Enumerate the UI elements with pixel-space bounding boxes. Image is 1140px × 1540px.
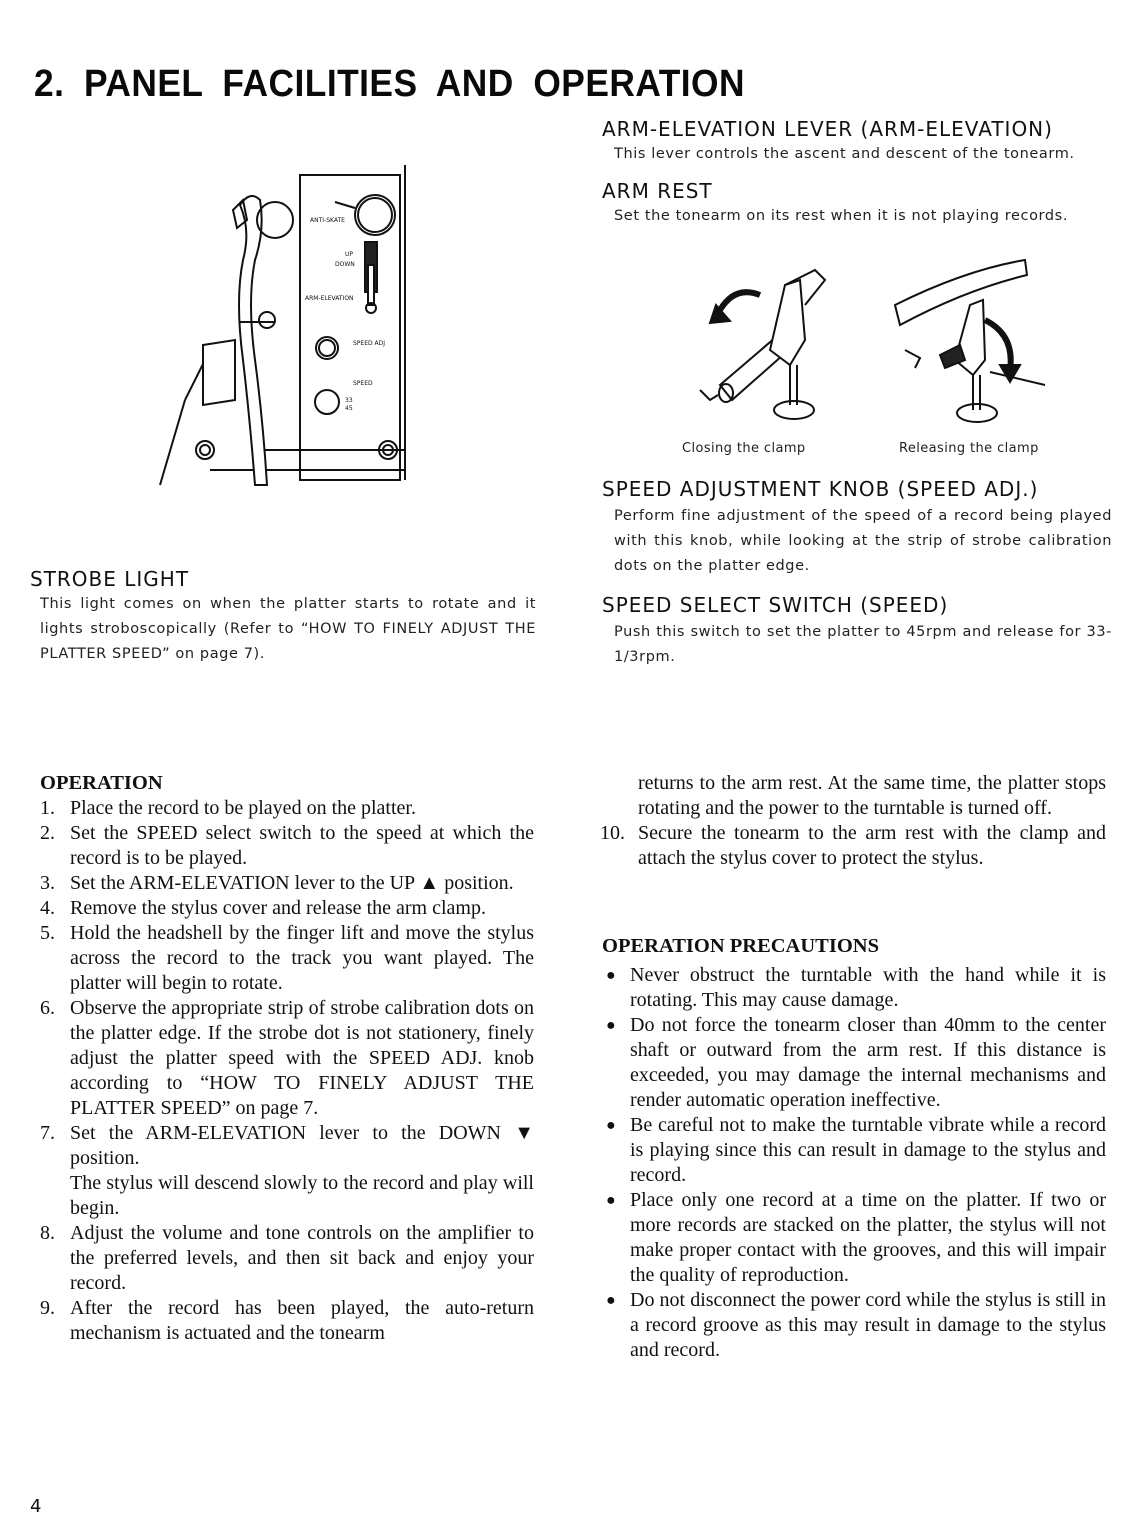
arm-elevation-text: This lever controls the ascent and descent of the tonearm. [614, 146, 1075, 162]
anti-skate-label: ANTI-SKATE [310, 217, 345, 224]
arm-rest-heading: ARM REST [602, 179, 713, 203]
speed-select-section [602, 592, 1112, 670]
bullet-icon: ● [606, 1117, 616, 1134]
bullet-icon: ● [606, 1017, 616, 1034]
operation-step: 8. Adjust the volume and tone controls on the amplifier to the preferred levels, and then sit back and enjoy your record. [40, 1222, 534, 1294]
precautions-section [602, 933, 1106, 1363]
strobe-light-heading: STROBE LIGHT [30, 567, 190, 591]
turntable-panel-drawing [155, 160, 415, 490]
closing-clamp-drawing [680, 255, 840, 425]
clamp-closing-figure [680, 255, 840, 460]
precaution-item: ● Be careful not to make the turntable vibrate while a record is playing since this can result in damage to the stylus and record. [602, 1113, 1106, 1188]
speed-adj-label: SPEED ADJ [353, 340, 386, 347]
rpm-33-label: 33 [345, 397, 353, 404]
arm-rest-section [602, 178, 1112, 229]
operation-step: 5. Hold the headshell by the finger lift and move the stylus across the record to the track you want played. The platter will begin to rotate. [40, 922, 534, 994]
speed-select-text: Push this switch to set the platter to 45rpm and release for 33-1/3rpm. [614, 624, 1112, 665]
arm-rest-text: Set the tonearm on its rest when it is not playing records. [614, 208, 1069, 224]
page-title: 2. PANEL FACILITIES AND OPERATION [34, 63, 745, 106]
panel-illustration [155, 160, 415, 490]
operation-step: 1. Place the record to be played on the platter. [40, 797, 416, 819]
strobe-light-text: This light comes on when the platter starts to rotate and it lights stroboscopically (Refer to “HOW TO FINELY ADJUST THE PLATTER SPEED” on page 7). [40, 596, 536, 662]
precautions-heading: OPERATION PRECAUTIONS [602, 935, 879, 957]
precaution-item: ● Do not disconnect the power cord while the stylus is still in a record groove as this may result in damage to the stylus and record. [602, 1288, 1106, 1363]
operation-step: 10. Secure the tonearm to the arm rest with the clamp and attach the stylus cover to protect the stylus. [600, 822, 1106, 869]
arm-elevation-heading: ARM-ELEVATION LEVER (ARM-ELEVATION) [602, 117, 1053, 141]
strobe-light-section [30, 566, 536, 667]
bullet-icon: ● [606, 1292, 616, 1309]
down-label: DOWN [335, 261, 355, 268]
bullet-icon: ● [606, 967, 616, 984]
precaution-item: ● Never obstruct the turntable with the hand while it is rotating. This may cause damage. [602, 963, 1106, 1013]
up-label: UP [345, 251, 354, 258]
arm-elevation-label: ARM-ELEVATION [305, 295, 354, 302]
precaution-item: ● Place only one record at a time on the platter. If two or more records are stacked on the platter, the stylus will not make proper contact with the grooves, and this will impair the quality of reproduction. [602, 1188, 1106, 1288]
operation-step-continued: returns to the arm rest. At the same time, the platter stops rotating and the power to the turntable is turned off. [638, 772, 1106, 819]
clamp-releasing-figure [885, 250, 1060, 460]
speed-adj-section [602, 476, 1112, 579]
operation-step: 9. After the record has been played, the auto-return mechanism is actuated and the tonearm [40, 1297, 534, 1344]
precaution-item: ● Do not force the tonearm closer than 40mm to the center shaft or outward from the arm rest. If this distance is exceeded, you may damage the internal mechanisms and render automatic operation ineffective. [602, 1013, 1106, 1113]
arm-elevation-section [602, 116, 1112, 167]
releasing-clamp-caption: Releasing the clamp [899, 441, 1039, 456]
bullet-icon: ● [606, 1192, 616, 1209]
speed-select-heading: SPEED SELECT SWITCH (SPEED) [602, 593, 949, 617]
operation-heading: OPERATION [40, 772, 163, 794]
rpm-45-label: 45 [345, 405, 353, 412]
operation-continued [600, 771, 1106, 871]
operation-step: 7. Set the ARM-ELEVATION lever to the DOWN ▼ position. The stylus will descend slowly to the record and play will begin. [40, 1122, 534, 1219]
releasing-clamp-drawing [885, 250, 1060, 425]
operation-step: 4. Remove the stylus cover and release the arm clamp. [40, 897, 486, 919]
speed-adj-heading: SPEED ADJUSTMENT KNOB (SPEED ADJ.) [602, 477, 1039, 501]
operation-step: 3. Set the ARM-ELEVATION lever to the UP ▲ position. [40, 872, 514, 894]
speed-label: SPEED [353, 380, 373, 387]
page-number: 4 [30, 1496, 42, 1517]
operation-step: 6. Observe the appropriate strip of strobe calibration dots on the platter edge. If the strobe dot is not stationery, finely adjust the platter speed with the SPEED ADJ. knob according to “HOW TO FINELY ADJUST THE PLATTER SPEED” on page 7. [40, 997, 534, 1119]
speed-adj-text: Perform fine adjustment of the speed of a record being played with this knob, while looking at the strip of strobe calibration dots on the platter edge. [614, 508, 1112, 574]
operation-step: 2. Set the SPEED select switch to the speed at which the record is to be played. [40, 822, 534, 869]
closing-clamp-caption: Closing the clamp [682, 441, 806, 456]
operation-section [40, 770, 534, 1346]
